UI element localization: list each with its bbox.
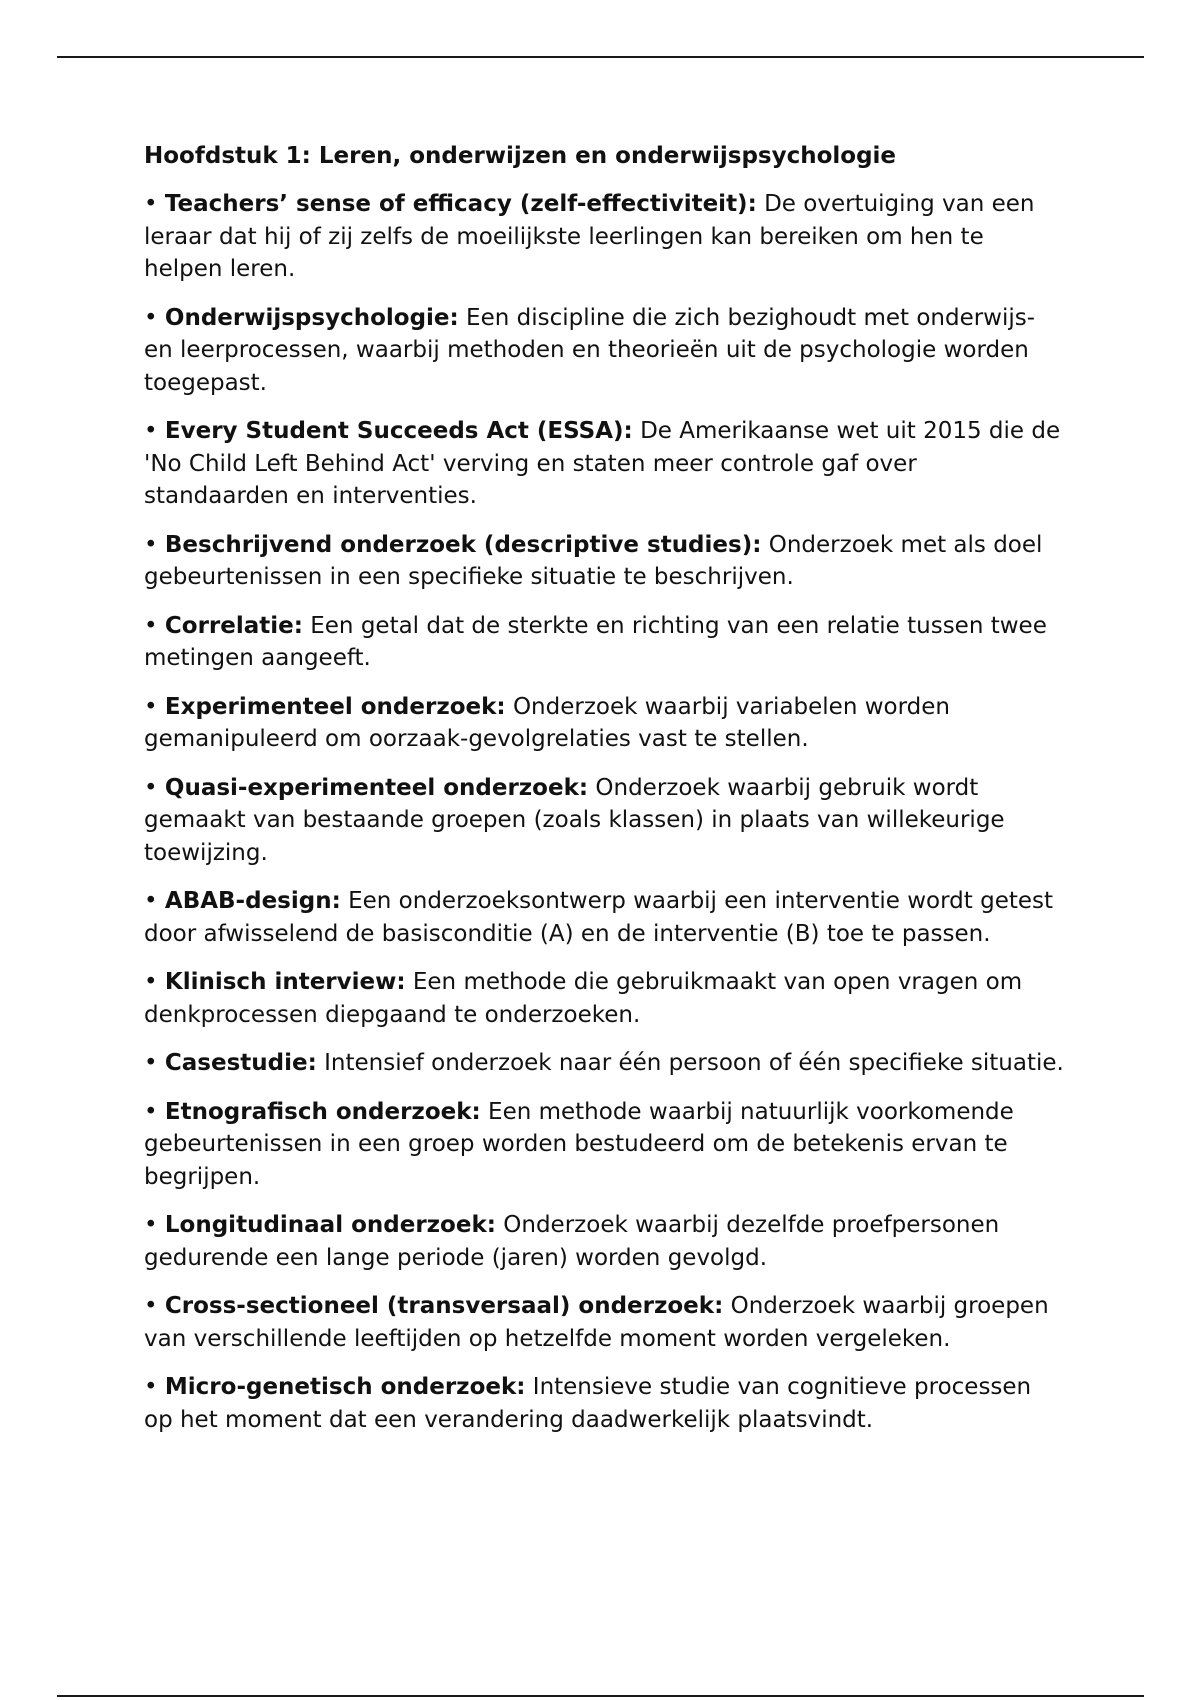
bullet: • xyxy=(144,304,158,331)
entry-definition: Onderzoek met als doel gebeurtenissen in een specifieke situatie te beschrijven. xyxy=(144,531,1043,590)
entry-definition: Een methode die gebruikmaakt van open vragen om denkprocessen diepgaand te onderzoeken. xyxy=(144,969,1023,1028)
entry-definition: Een methode waarbij natuurlijk voorkomende gebeurtenissen in een groep worden bestudeerd om de betekenis ervan te begrijpen. xyxy=(144,1098,1014,1190)
header-rule xyxy=(57,56,1144,58)
bullet: • xyxy=(144,1098,158,1125)
bullet: • xyxy=(144,969,158,995)
glossary-entry xyxy=(144,188,1064,286)
footer-rule xyxy=(57,1695,1144,1697)
glossary-entry xyxy=(144,885,1064,950)
bullet: • xyxy=(144,418,158,444)
glossary-list xyxy=(144,188,1064,1436)
glossary-entry xyxy=(144,302,1064,400)
bullet: • xyxy=(144,1050,158,1076)
entry-definition: Intensieve studie van cognitieve processen op het moment dat een verandering daadwerkelijk plaatsvindt. xyxy=(144,1374,1032,1433)
entry-term: Casestudie: xyxy=(164,1050,317,1076)
entry-term: Cross-sectioneel (transversaal) onderzoek: xyxy=(164,1293,724,1319)
entry-definition: Intensief onderzoek naar één persoon of één specifieke situatie. xyxy=(324,1050,1064,1076)
bullet: • xyxy=(144,1293,158,1319)
entry-term: Micro-genetisch onderzoek: xyxy=(164,1374,526,1400)
glossary-entry xyxy=(144,1047,1064,1080)
glossary-entry xyxy=(144,610,1064,675)
glossary-entry xyxy=(144,691,1064,756)
entry-definition: Onderzoek waarbij groepen van verschillende leeftijden op hetzelfde moment worden vergeleken. xyxy=(144,1293,1049,1352)
entry-term: Klinisch interview: xyxy=(164,969,406,995)
entry-definition: Onderzoek waarbij gebruik wordt gemaakt van bestaande groepen (zoals klassen) in plaats van willekeurige toewijzing. xyxy=(144,774,1005,866)
glossary-entry xyxy=(144,1209,1064,1274)
bullet: • xyxy=(144,531,158,558)
entry-definition: De Amerikaanse wet uit 2015 die de 'No Child Left Behind Act' verving en staten meer controle gaf over standaarden en interventies. xyxy=(144,418,1061,509)
glossary-entry xyxy=(144,529,1064,594)
entry-term: Teachers’ sense of efficacy (zelf-effectiviteit): xyxy=(164,191,757,217)
glossary-entry xyxy=(144,772,1064,870)
entry-term: Experimenteel onderzoek: xyxy=(164,693,506,720)
bullet: • xyxy=(144,1212,158,1238)
entry-term: Every Student Succeeds Act (ESSA): xyxy=(164,418,633,444)
entry-definition: Een onderzoeksontwerp waarbij een interventie wordt getest door afwisselend de basisconditie (A) en de interventie (B) toe te passen. xyxy=(144,888,1054,947)
glossary-entry xyxy=(144,1371,1064,1436)
entry-definition: Onderzoek waarbij dezelfde proefpersonen gedurende een lange periode (jaren) worden gevolgd. xyxy=(144,1212,1000,1271)
bullet: • xyxy=(144,693,158,720)
bullet: • xyxy=(144,191,158,217)
entry-definition: Onderzoek waarbij variabelen worden gemanipuleerd om oorzaak-gevolgrelaties vast te stellen. xyxy=(144,693,950,752)
glossary-entry xyxy=(144,1290,1064,1355)
entry-term: Correlatie: xyxy=(164,612,303,639)
bullet: • xyxy=(144,888,158,914)
entry-definition: De overtuiging van een leraar dat hij of zij zelfs de moeilijkste leerlingen kan bereiken om hen te helpen leren. xyxy=(144,191,1035,282)
bullet: • xyxy=(144,612,158,639)
entry-definition: Een discipline die zich bezighoudt met onderwijs- en leerprocessen, waarbij methoden en theorieën uit de psychologie worden toegepast. xyxy=(144,304,1036,396)
entry-term: Onderwijspsychologie: xyxy=(164,304,459,331)
glossary-entry xyxy=(144,1096,1064,1194)
entry-term: ABAB-design: xyxy=(164,888,341,914)
glossary-entry xyxy=(144,966,1064,1031)
entry-term: Etnografisch onderzoek: xyxy=(164,1098,481,1125)
entry-term: Longitudinaal onderzoek: xyxy=(164,1212,496,1238)
bullet: • xyxy=(144,1374,158,1400)
entry-definition: Een getal dat de sterkte en richting van een relatie tussen twee metingen aangeeft. xyxy=(144,612,1047,671)
chapter-heading: Hoofdstuk 1: Leren, onderwijzen en onderwijspsychologie xyxy=(144,143,897,169)
entry-term: Beschrijvend onderzoek (descriptive studies): xyxy=(164,531,762,558)
entry-term: Quasi-experimenteel onderzoek: xyxy=(164,774,589,801)
glossary-entry xyxy=(144,415,1064,513)
document-body xyxy=(144,140,1064,1452)
bullet: • xyxy=(144,774,158,801)
